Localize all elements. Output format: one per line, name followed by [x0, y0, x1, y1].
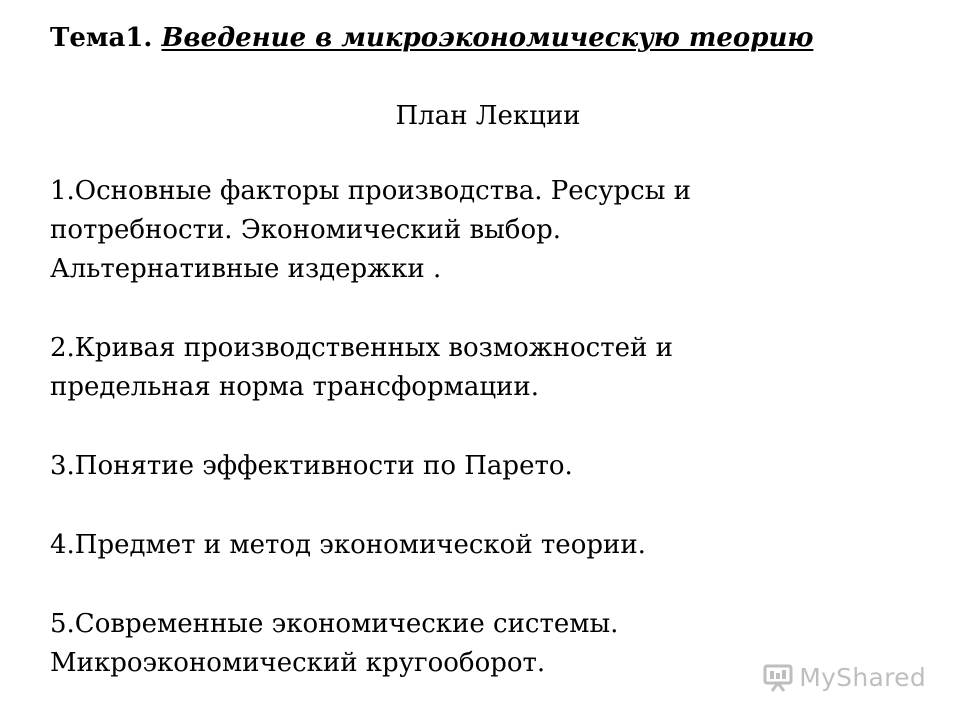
presentation-board-icon: [763, 664, 793, 692]
title-topic: Введение в микроэкономическую теорию: [161, 23, 814, 53]
lecture-plan-heading: План Лекции: [395, 101, 581, 131]
plan-item-line: предельная норма трансформации.: [50, 372, 539, 402]
page-title: [50, 18, 930, 58]
plan-item-1: [50, 172, 930, 289]
plan-item-line: 2.Кривая производственных возможностей и: [50, 333, 673, 363]
plan-item-3: [50, 447, 930, 486]
plan-item-line: 4.Предмет и метод экономической теории.: [50, 530, 646, 560]
plan-item-line: Микроэкономический кругооборот.: [50, 648, 546, 678]
watermark-text: MyShared: [799, 663, 926, 692]
plan-item-line: 5.Современные экономические системы.: [50, 609, 619, 639]
plan-item-line: Альтернативные издержки .: [50, 254, 442, 284]
myshared-watermark: [763, 663, 926, 692]
plan-item-2: [50, 329, 930, 407]
plan-item-line: 1.Основные факторы производства. Ресурсы и: [50, 176, 691, 206]
plan-item-4: [50, 526, 930, 565]
plan-item-line: 3.Понятие эффективности по Парето.: [50, 451, 573, 481]
plan-item-line: потребности. Экономический выбор.: [50, 215, 562, 245]
title-prefix: Тема1.: [50, 23, 162, 53]
lecture-plan-list: [50, 172, 930, 723]
